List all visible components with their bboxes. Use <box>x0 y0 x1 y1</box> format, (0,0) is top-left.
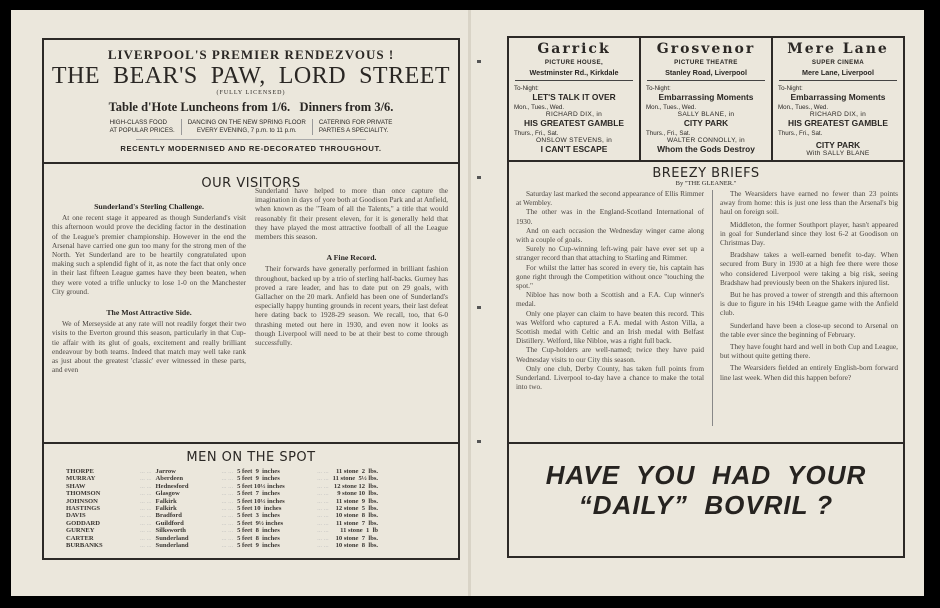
leader-dots: ... ... <box>140 497 152 505</box>
staple-mark <box>477 176 481 179</box>
leader-dots: ... ... <box>317 468 329 475</box>
cinema-garrick <box>509 38 639 160</box>
player-name: GODDARD <box>66 519 101 527</box>
brief-paragraph: The Wearsiders fielded an entirely English-born forward line last week. When did this happen before? <box>720 363 898 382</box>
article-title: OUR VISITORS <box>201 176 301 191</box>
tfs-film: Whom the Gods Destroy <box>657 144 755 154</box>
player-weight: 10 stone 7 lbs. <box>335 534 379 542</box>
cinema-address: Westminster Rd., Kirkdale <box>515 68 633 81</box>
brief-paragraph: The Cup-holders are well-named; twice they have paid Wednesday visits to our City this season. <box>516 345 704 364</box>
brief-paragraph: Only one club, Derby County, has taken full points from Sunderland. Liverpool to-day have a chance to make the total into two. <box>516 363 704 392</box>
ad-feature-food-2: AT POPULAR PRICES. <box>109 127 175 134</box>
leader-dots: ... ... <box>140 512 152 520</box>
player-height: 5 feet 9 inches <box>237 542 280 550</box>
brief-paragraph: Surely no Cup-winning left-wing pair have ever set up a stranger record than that attaching to Starling and Rimmer. <box>516 244 704 263</box>
player-weight: 11 stone 7 lbs. <box>335 519 379 527</box>
article-column-right <box>255 186 448 347</box>
bovril-slogan <box>509 460 903 520</box>
cinema-address: Mere Lane, Liverpool <box>779 68 897 81</box>
table-row <box>66 512 378 519</box>
player-name: THOMSON <box>66 490 101 498</box>
paragraph: Their forwards have generally performed in brilliant fashion throughout, backed up by a trio of sterling half-backs. Gurney has proved a rare leader, and has to date put on 29 goals, with Gallacher on the 20 mark. Anfield has been one of Sunderland's especially happy hunting grounds in recent years, their last defeat here dating back to 1928-29 season. We recall, too, that 6-0 thrashing meted out here in 1930, and even now it looks as though Liverpool will need to be at their best to come through successfully. <box>255 264 448 348</box>
mtw-film: HIS GREATEST GAMBLE <box>788 118 888 128</box>
leader-dots: ... ... <box>140 468 152 475</box>
brief-paragraph: For whilst the latter has scored in every tie, his captain has gone right through the Competition without once "touching the spot." <box>516 262 704 291</box>
player-weight: 11 stone 5½ lbs. <box>332 475 379 483</box>
leader-dots: ... ... <box>317 512 329 520</box>
leader-dots: ... ... <box>317 505 329 513</box>
brief-paragraph: Only one player can claim to have beaten this record. This was Welford who captured a F.A. medal with Aston Villa, a Scottish medal with Celtic and an Irish medal with Belfast Distillery. Welford, like Nibloe, was a right full back. <box>516 308 704 346</box>
brief-paragraph: And on each occasion the Wednesday winger came along with a couple of goals. <box>516 225 704 245</box>
leader-dots: ... ... <box>317 490 329 498</box>
bears-paw-advert <box>42 38 460 164</box>
tfs-label: Thurs., Fri., Sat. <box>646 130 691 137</box>
table-row <box>66 542 378 549</box>
player-height: 5 feet 9 inches <box>237 475 280 483</box>
player-name: GURNEY <box>66 527 95 535</box>
leader-dots: ... ... <box>221 490 234 498</box>
brief-paragraph: But he has proved a tower of strength and this afternoon is due to figure in his 194th League game with the Anfield club. <box>720 290 898 318</box>
leader-dots: ... ... <box>140 527 152 535</box>
article-column-left <box>516 189 704 391</box>
player-name: SHAW <box>66 482 86 490</box>
ad-feature-catering-2: PARTIES A SPECIALITY. <box>318 127 389 134</box>
article-title: BREEZY BRIEFS <box>652 166 760 181</box>
brief-paragraph: Saturday last marked the second appearance of Ellis Rimmer at Wembley. <box>516 189 704 208</box>
ad-feature-catering: CATERING FOR PRIVATE <box>318 119 393 126</box>
mtw-label: Mon., Tues., Wed. <box>514 104 565 111</box>
player-town: Sunderland <box>155 534 189 542</box>
tfs-star: WALTER CONNOLLY, in <box>666 137 745 144</box>
subheading: A Fine Record. <box>326 253 377 263</box>
players-table <box>66 468 378 549</box>
tonight-film: Embarrassing Moments <box>658 92 754 102</box>
player-height: 5 feet 10 inches <box>237 505 282 513</box>
cinema-grosvenor <box>639 38 771 160</box>
leader-dots: ... ... <box>221 497 234 505</box>
mtw-star: SALLY BLANE, in <box>677 111 735 118</box>
ad-feature-dancing: DANCING ON THE NEW SPRING FLOOR <box>187 119 306 126</box>
mtw-label: Mon., Tues., Wed. <box>646 104 697 111</box>
brief-paragraph: Middleton, the former Southport player, hasn't appeared in goal for Sunderland since they lost 6-2 at Goodison on Christmas Day. <box>720 219 898 248</box>
tfs-film: I CAN'T ESCAPE <box>540 144 608 154</box>
player-weight: 12 stone 5 lbs. <box>335 505 379 513</box>
page-spine <box>468 10 471 596</box>
player-weight: 9 stone 10 lbs. <box>337 490 379 498</box>
ad-prices: Table d'Hote Luncheons from 1/6. Dinners from 3/6. <box>108 100 394 114</box>
player-town: Hednesford <box>155 482 189 490</box>
leader-dots: ... ... <box>317 534 329 542</box>
player-town: Falkirk <box>155 505 177 513</box>
player-town: Silksworth <box>155 527 186 535</box>
tonight-label: To-Night: <box>514 85 539 92</box>
player-weight: 10 stone 8 lbs. <box>335 512 379 520</box>
staple-mark <box>477 306 481 309</box>
tfs-star: With SALLY BLANE <box>806 150 870 157</box>
table-row <box>66 535 378 542</box>
mtw-star: RICHARD DIX, in <box>545 111 603 118</box>
player-height: 5 feet 9½ inches <box>237 519 284 527</box>
staple-mark <box>477 440 481 443</box>
cinema-type: PICTURE HOUSE, <box>544 59 604 66</box>
player-name: JOHNSON <box>66 497 98 505</box>
player-height: 5 feet 8 inches <box>237 534 280 542</box>
cinema-listings <box>507 36 905 162</box>
leader-dots: ... ... <box>140 505 152 513</box>
ad-feature-food: HIGH-CLASS FOOD <box>109 119 167 126</box>
paragraph: Sunderland have helped to more than once capture the imagination in days of yore both at Goodison Park and at Anfield, when known as the "Team of all the Talents," a title that would reasonably fit their present eleven, for it is generally held that they have played the most attractive football of all the League members this season. <box>255 186 448 242</box>
table-row <box>66 490 378 497</box>
bovril-line-2: “DAILY” BOVRIL ? <box>578 490 834 520</box>
player-height: 5 feet 3 inches <box>237 512 280 520</box>
table-row <box>66 527 378 534</box>
leader-dots: ... ... <box>221 468 234 475</box>
leader-dots: ... ... <box>317 482 329 490</box>
player-name: CARTER <box>66 534 94 542</box>
bovril-line-1: HAVE YOU HAD YOUR <box>545 460 867 490</box>
mtw-star: RICHARD DIX, in <box>809 111 867 118</box>
player-name: HASTINGS <box>66 505 101 513</box>
article-column-left <box>52 202 246 374</box>
cinema-address: Stanley Road, Liverpool <box>647 68 765 81</box>
column-divider <box>712 190 713 426</box>
brief-paragraph: The other was in the England-Scotland International of 1930. <box>516 207 704 226</box>
brief-paragraph: The Wearsiders have earned no fewer than 23 points away from home: this is just one less than the Arsenal's big haul on foreign soil. <box>720 189 898 217</box>
leader-dots: ... ... <box>317 519 329 527</box>
cinema-type: SUPER CINEMA <box>811 59 865 66</box>
leader-dots: ... ... <box>140 482 152 490</box>
table-row <box>66 468 378 475</box>
player-name: MURRAY <box>66 475 96 483</box>
leader-dots: ... ... <box>317 497 329 505</box>
table-row <box>66 520 378 527</box>
brief-paragraph: Nibloe has now both a Scottish and a F.A. Cup winner's medal. <box>516 290 704 309</box>
cinema-type: PICTURE THEATRE <box>674 59 738 66</box>
ad-footer: RECENTLY MODERNISED AND RE-DECORATED THROUGHOUT. <box>120 144 382 153</box>
leader-dots: ... ... <box>221 512 234 520</box>
brief-paragraph: Sunderland have been a close-up second to Arsenal on the table ever since the beginning of February. <box>720 320 898 339</box>
table-title: MEN ON THE SPOT <box>186 450 316 465</box>
player-height: 5 feet 7 inches <box>237 490 280 498</box>
leader-dots: ... ... <box>140 534 152 542</box>
our-visitors-article <box>42 164 460 444</box>
leader-dots: ... ... <box>221 542 234 550</box>
player-height: 5 feet 9 inches <box>237 468 280 475</box>
brief-paragraph: Bradshaw takes a well-earned benefit to-day. When secured from Bury in 1930 at a high fee there were those who considered Liverpool were taking a big risk, seeing Bradshaw had previously been on the Shakers injured list. <box>720 250 898 287</box>
ad-headline: LIVERPOOL'S PREMIER RENDEZVOUS ! <box>107 47 395 62</box>
table-row <box>66 505 378 512</box>
leader-dots: ... ... <box>140 475 152 483</box>
ad-features <box>44 119 458 135</box>
player-town: Sunderland <box>155 542 189 550</box>
tfs-label: Thurs., Fri., Sat. <box>778 130 823 137</box>
mtw-film: CITY PARK <box>683 118 729 128</box>
bovril-advert <box>507 444 905 558</box>
leader-dots: ... ... <box>221 475 234 483</box>
leader-dots: ... ... <box>221 519 234 527</box>
tonight-film: LET'S TALK IT OVER <box>532 92 616 102</box>
leader-dots: ... ... <box>317 527 329 535</box>
player-town: Glasgow <box>155 490 180 498</box>
men-on-the-spot-table <box>42 444 460 560</box>
table-row <box>66 483 378 490</box>
leader-dots: ... ... <box>221 527 234 535</box>
ad-title: THE BEAR'S PAW, LORD STREET <box>51 63 451 89</box>
breezy-briefs-article <box>507 162 905 444</box>
cinema-name: Garrick <box>537 41 611 57</box>
tonight-label: To-Night: <box>646 85 671 92</box>
article-column-right <box>720 189 898 385</box>
ad-feature-dancing-2: EVERY EVENING, 7 p.m. to 11 p.m. <box>196 127 297 134</box>
subheading: The Most Attractive Side. <box>106 308 192 318</box>
player-name: THORPE <box>66 468 94 475</box>
leader-dots: ... ... <box>221 505 234 513</box>
player-weight: 11 stone 2 lbs. <box>335 468 379 475</box>
player-name: BURBANKS <box>66 542 103 550</box>
player-town: Falkirk <box>155 497 177 505</box>
player-town: Guildford <box>155 519 184 527</box>
player-height: 5 feet 8 inches <box>237 527 280 535</box>
cinema-name: Grosvenor <box>656 41 756 57</box>
leader-dots: ... ... <box>140 542 152 550</box>
tonight-film: Embarrassing Moments <box>790 92 886 102</box>
divider <box>136 139 366 140</box>
player-weight: 12 stone 12 lbs. <box>333 482 379 490</box>
table-row <box>66 498 378 505</box>
table-row <box>66 475 378 482</box>
player-weight: 11 stone 9 lbs. <box>335 497 379 505</box>
player-town: Bradford <box>155 512 182 520</box>
cinema-mere-lane <box>771 38 903 160</box>
article-byline: By "THE GLEANER." <box>675 180 737 187</box>
mtw-film: HIS GREATEST GAMBLE <box>524 118 624 128</box>
tfs-label: Thurs., Fri., Sat. <box>514 130 559 137</box>
paragraph: We of Merseyside at any rate will not readily forget their two visits to the Everton ground this season, particularly in that Cup-tie affair with its glut of goals, excitement and really brilliant endeavour by both teams. Indeed that match may well take rank as just about the greatest 'classic' ever witnessed in these parts, and even <box>52 319 246 375</box>
mtw-label: Mon., Tues., Wed. <box>778 104 829 111</box>
player-height: 5 feet 10½ inches <box>237 482 285 490</box>
paragraph: At one recent stage it appeared as though Sunderland's visit this afternoon would prove the deciding factor in the destination of the League's premier championship. However in the end the Arsenal have carried one gun too many for the strong men of the North. Yet Sunderland are to be heartily congratulated upon making such a splendid fight of it, as note the fact that only once in their last fifteen League games have they been beaten, when they were voted a trifle unlucky to lose 1-0 on the Manchester City ground. <box>52 213 246 296</box>
cinema-name: Mere Lane <box>787 41 889 57</box>
leader-dots: ... ... <box>317 542 329 550</box>
tfs-film: CITY PARK <box>815 140 861 150</box>
tfs-star: ONSLOW STEVENS, in <box>535 137 613 144</box>
player-weight: 11 stone 1 lb <box>340 527 379 535</box>
leader-dots: ... ... <box>221 482 234 490</box>
player-weight: 10 stone 8 lbs. <box>335 542 379 550</box>
leader-dots: ... ... <box>140 519 152 527</box>
player-town: Jarrow <box>155 468 176 475</box>
player-town: Aberdeen <box>155 475 184 483</box>
subheading: Sunderland's Sterling Challenge. <box>94 202 204 211</box>
leader-dots: ... ... <box>221 534 234 542</box>
player-name: DAVIS <box>66 512 86 520</box>
leader-dots: ... ... <box>140 490 152 498</box>
brief-paragraph: They have fought hard and well in both Cup and League, but without quite getting there. <box>720 342 898 361</box>
staple-mark <box>477 60 481 63</box>
player-height: 5 feet 10½ inches <box>237 497 285 505</box>
ad-licence: (FULLY LICENSED) <box>216 90 286 96</box>
tonight-label: To-Night: <box>778 85 803 92</box>
leader-dots: ... ... <box>317 475 329 483</box>
